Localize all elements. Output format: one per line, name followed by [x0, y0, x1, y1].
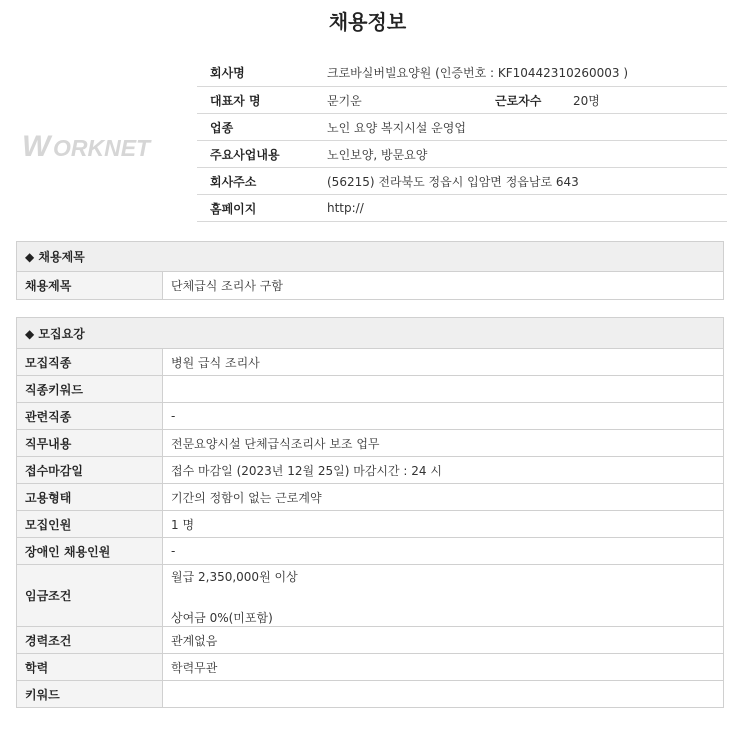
business-label: 주요사업내용 [197, 141, 327, 168]
table-row [17, 403, 724, 430]
job-title-row [17, 272, 724, 300]
ceo-row [197, 87, 727, 114]
table-row [17, 538, 724, 565]
homepage-label: 홈페이지 [197, 195, 327, 222]
address-value: (56215) 전라북도 정읍시 입암면 정읍남로 643 [327, 168, 727, 195]
row-value: 1 명 [163, 511, 724, 538]
logo-text: ORKNET [53, 135, 151, 161]
industry-label: 업종 [197, 114, 327, 141]
homepage-row [197, 195, 727, 222]
company-info-table [197, 59, 727, 222]
row-value [163, 376, 724, 403]
address-row [197, 168, 727, 195]
row-label: 모집직종 [17, 349, 163, 376]
wage-line-salary: 월급 2,350,000원 이상 [171, 569, 298, 584]
company-name-row [197, 59, 727, 87]
row-label: 모집인원 [17, 511, 163, 538]
table-row [17, 376, 724, 403]
ceo-label: 대표자 명 [197, 87, 327, 114]
row-label: 관련직종 [17, 403, 163, 430]
worknet-logo [20, 120, 175, 168]
row-label: 직종키워드 [17, 376, 163, 403]
wage-row [17, 565, 724, 627]
workers-value: 20명 [573, 93, 600, 108]
table-row [17, 627, 724, 654]
workers-label: 근로자수 [495, 93, 542, 108]
row-value: - [163, 403, 724, 430]
row-value: 병원 급식 조리사 [163, 349, 724, 376]
row-label: 직무내용 [17, 430, 163, 457]
row-value: 기간의 정함이 없는 근로계약 [163, 484, 724, 511]
table-row [17, 457, 724, 484]
job-title-label: 채용제목 [17, 272, 163, 300]
job-title-section-header: ◆ 채용제목 [17, 242, 724, 272]
row-value: 전문요양시설 단체급식조리사 보조 업무 [163, 430, 724, 457]
business-row [197, 141, 727, 168]
row-value [163, 681, 724, 708]
row-label: 학력 [17, 654, 163, 681]
industry-row [197, 114, 727, 141]
page-title: 채용정보 [328, 10, 407, 34]
recruit-section-header: ◆ 모집요강 [17, 318, 724, 349]
row-value: 학력무관 [163, 654, 724, 681]
table-row [17, 349, 724, 376]
wage-line-bonus: 상여금 0%(미포함) [171, 610, 273, 625]
homepage-link[interactable]: http:// [327, 195, 727, 222]
industry-value: 노인 요양 복지시설 운영업 [327, 114, 727, 141]
row-value: 관계없음 [163, 627, 724, 654]
table-row [17, 654, 724, 681]
row-label: 접수마감일 [17, 457, 163, 484]
table-row [17, 511, 724, 538]
wage-label: 임금조건 [17, 565, 163, 627]
row-value: - [163, 538, 724, 565]
job-title-value: 단체급식 조리사 구함 [163, 272, 724, 300]
table-row [17, 484, 724, 511]
row-label: 키워드 [17, 681, 163, 708]
company-name-value: 크로바실버빌요양원 (인증번호 : KF10442310260003 ) [327, 59, 727, 87]
ceo-value: 문기운 [327, 93, 362, 108]
table-row [17, 430, 724, 457]
company-name-label: 회사명 [197, 59, 327, 87]
recruit-table [16, 317, 724, 708]
row-label: 장애인 채용인원 [17, 538, 163, 565]
logo-w: W [22, 130, 51, 163]
row-label: 고용형태 [17, 484, 163, 511]
table-row [17, 681, 724, 708]
row-value: 접수 마감일 (2023년 12월 25일) 마감시간 : 24 시 [163, 457, 724, 484]
job-title-table [16, 241, 724, 300]
address-label: 회사주소 [197, 168, 327, 195]
business-value: 노인보양, 방문요양 [327, 141, 727, 168]
row-label: 경력조건 [17, 627, 163, 654]
